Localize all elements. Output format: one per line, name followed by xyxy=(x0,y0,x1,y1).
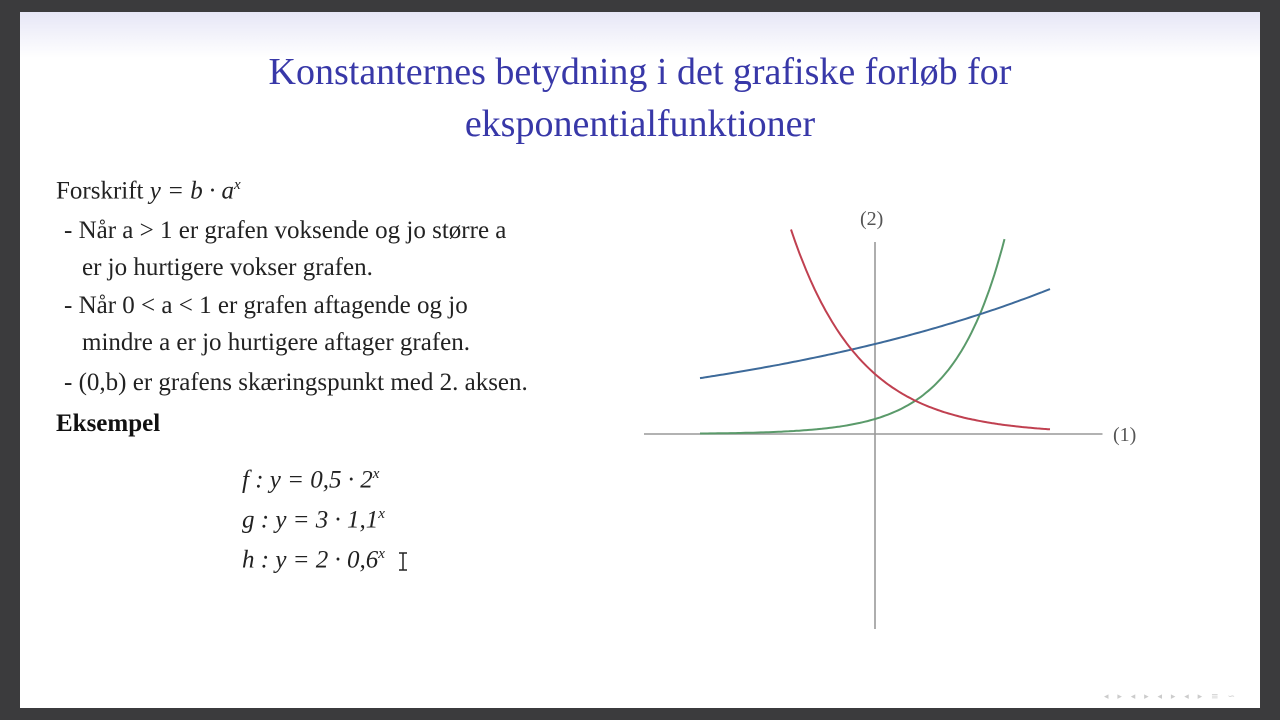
beamer-navigation[interactable]: ◂ ▸ ◂ ▸ ◂ ▸ ◂ ▸ ≡ ∽ xyxy=(1104,692,1238,702)
bullet-1-line-2: er jo hurtigere vokser grafen. xyxy=(82,254,373,281)
bullet-2-line-2: mindre a er jo hurtigere aftager grafen. xyxy=(82,329,470,356)
example-h-exp: x xyxy=(378,546,385,562)
bullet-1-line-1: - Når a > 1 er grafen voksende og jo større a xyxy=(64,217,507,244)
example-f-formula: f : y = 0,5 · 2 xyxy=(242,466,373,494)
example-g-exp: x xyxy=(378,506,385,522)
text-cursor-icon xyxy=(399,553,407,570)
rule-formula: y = b · a xyxy=(149,177,234,205)
y-axis-label: (2) xyxy=(860,208,884,230)
example-h-formula: h : y = 2 · 0,6 xyxy=(242,546,379,574)
curve-h xyxy=(791,230,1050,430)
title-line-1: Konstanternes betydning i det grafiske forløb for xyxy=(268,51,1012,93)
example-g-formula: g : y = 3 · 1,1 xyxy=(242,506,379,534)
example-f-exp: x xyxy=(372,466,380,482)
example-heading: Eksempel xyxy=(56,410,161,437)
title-line-2: eksponentialfunktioner xyxy=(464,103,816,145)
x-axis-label: (1) xyxy=(1113,424,1137,446)
bullet-2-line-1: - Når 0 < a < 1 er grafen aftagende og jo xyxy=(64,292,468,319)
rule-prefix: Forskrift xyxy=(56,177,150,205)
bullet-3-line-1: - (0,b) er grafens skæringspunkt med 2. aksen. xyxy=(64,369,528,396)
rule-exponent: x xyxy=(233,177,241,193)
curve-f xyxy=(700,239,1005,433)
